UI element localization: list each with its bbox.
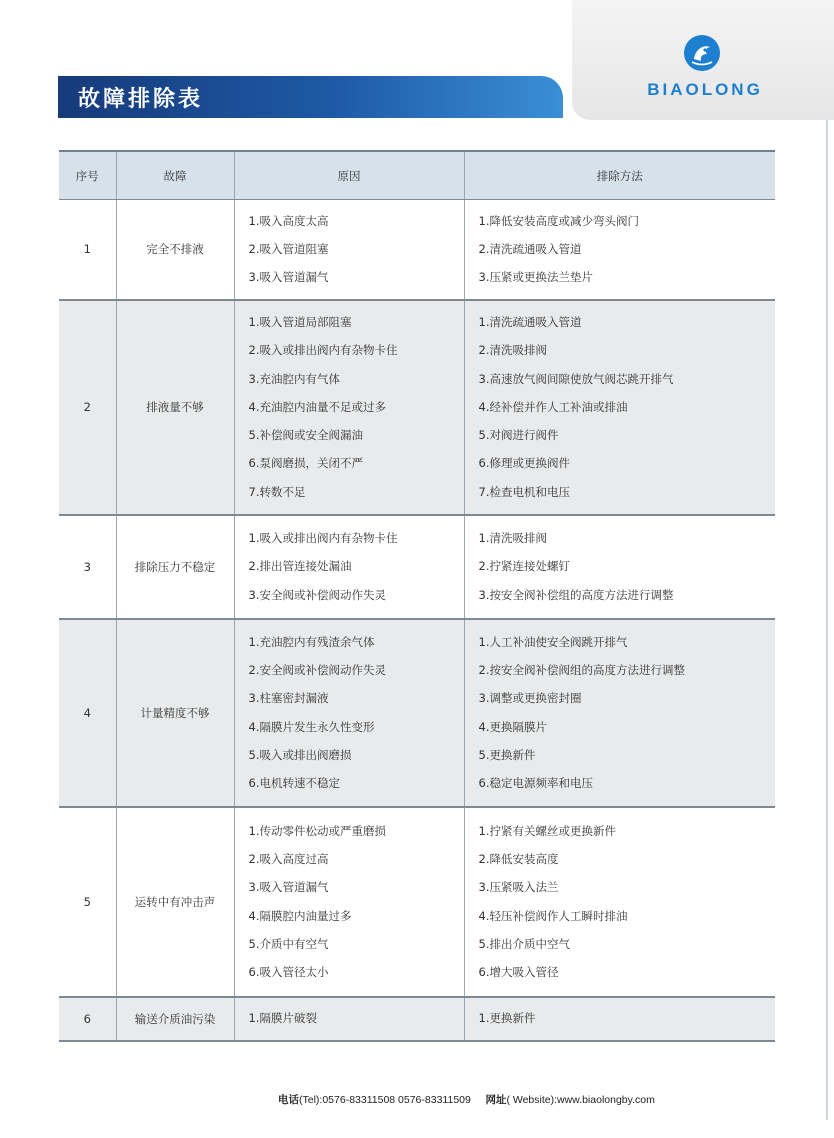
- row-number: 4: [59, 619, 116, 807]
- remedy-item: 7.检查电机和电压: [478, 484, 570, 499]
- fault-cell: 计量精度不够: [116, 619, 234, 807]
- remedy-item: 6.修理或更换阀件: [478, 456, 570, 471]
- remedy-item: 3.按安全阀补偿组的高度方法进行调整: [478, 587, 674, 602]
- remedy-item: 3.调整或更换密封圈: [478, 691, 582, 706]
- brand-logo: [620, 30, 790, 110]
- remedy-item: 2.拧紧连接处螺钉: [478, 559, 570, 574]
- remedy-item: 6.稳定电源频率和电压: [478, 775, 593, 790]
- fault-cell: 完全不排液: [116, 200, 234, 300]
- remedy-item: 1.拧紧有关螺丝或更换新件: [478, 823, 616, 838]
- cause-item: 6.泵阀磨损，关闭不严: [248, 456, 363, 471]
- cause-cell: [234, 807, 464, 997]
- remedy-cell: [464, 807, 775, 997]
- table-body: [59, 200, 775, 1041]
- brand-name: BIAOLONG: [647, 80, 763, 99]
- remedy-item: 5.更换新件: [478, 747, 536, 762]
- remedy-cell: [464, 300, 775, 515]
- title-banner: [58, 76, 563, 118]
- cause-item: 1.传动零件松动或严重磨损: [248, 823, 386, 838]
- cause-item: 3.吸入管道漏气: [248, 270, 329, 285]
- remedy-cell: [464, 997, 775, 1041]
- cause-item: 3.吸入管道漏气: [248, 880, 329, 895]
- cause-item: 5.吸入或排出阀磨损: [248, 747, 352, 762]
- cause-cell: [234, 997, 464, 1041]
- cause-item: 4.隔膜片发生永久性变形: [248, 719, 375, 734]
- row-number: 3: [59, 515, 116, 619]
- cause-item: 2.吸入或排出阀内有杂物卡住: [248, 343, 398, 358]
- tel-label: 电话: [278, 1094, 299, 1106]
- cause-item: 5.补偿阀或安全阀漏油: [248, 428, 363, 443]
- page-edge-line: [826, 120, 828, 1120]
- fault-cell: 排除压力不稳定: [116, 515, 234, 619]
- remedy-item: 3.压紧吸入法兰: [478, 880, 559, 895]
- table-row: [59, 200, 775, 300]
- column-header-no: 序号: [59, 151, 116, 200]
- fault-cell: 运转中有冲击声: [116, 807, 234, 997]
- cause-item: 3.充油腔内有气体: [248, 371, 340, 386]
- cause-item: 1.吸入或排出阀内有杂物卡住: [248, 531, 398, 546]
- cause-item: 5.介质中有空气: [248, 936, 329, 951]
- website-value: ( Website):www.biaolongby.com: [506, 1094, 655, 1106]
- remedy-item: 2.降低安装高度: [478, 852, 559, 867]
- remedy-item: 4.轻压补偿阀作人工瞬时排油: [478, 908, 628, 923]
- cause-item: 2.排出管连接处漏油: [248, 559, 352, 574]
- cause-item: 1.隔膜片破裂: [248, 1011, 317, 1026]
- remedy-item: 4.经补偿并作人工补油或排油: [478, 399, 628, 414]
- remedy-item: 5.对阀进行阀件: [478, 428, 559, 443]
- cause-item: 2.吸入管道阻塞: [248, 242, 329, 257]
- remedy-item: 5.排出介质中空气: [478, 936, 570, 951]
- fault-cell: 排液量不够: [116, 300, 234, 515]
- remedy-item: 3.高速放气阀间隙使放气阀芯跳开排气: [478, 371, 674, 386]
- remedy-item: 3.压紧或更换法兰垫片: [478, 270, 593, 285]
- remedy-item: 2.清洗疏通吸入管道: [478, 242, 582, 257]
- row-number: 5: [59, 807, 116, 997]
- remedy-item: 1.清洗疏通吸入管道: [478, 315, 582, 330]
- contact-footer: [278, 1092, 778, 1110]
- cause-item: 7.转数不足: [248, 484, 306, 499]
- remedy-cell: [464, 619, 775, 807]
- table-row: [59, 619, 775, 807]
- remedy-item: 1.人工补油使安全阀跳开排气: [478, 634, 628, 649]
- cause-item: 1.吸入高度太高: [248, 213, 329, 228]
- cause-item: 1.充油腔内有残渣余气体: [248, 634, 375, 649]
- cause-item: 4.隔膜腔内油量过多: [248, 908, 352, 923]
- remedy-item: 2.清洗吸排阀: [478, 343, 547, 358]
- cause-item: 3.安全阀或补偿阀动作失灵: [248, 587, 386, 602]
- column-header-remedy: 排除方法: [464, 151, 775, 200]
- table-row: [59, 515, 775, 619]
- fault-cell: 输送介质油污染: [116, 997, 234, 1041]
- column-header-cause: 原因: [234, 151, 464, 200]
- column-header-fault: 故障: [116, 151, 234, 200]
- cause-item: 4.充油腔内油量不足或过多: [248, 399, 386, 414]
- dragon-logo-icon: [683, 34, 721, 72]
- remedy-item: 2.按安全阀补偿阀组的高度方法进行调整: [478, 663, 685, 678]
- remedy-cell: [464, 200, 775, 300]
- row-number: 2: [59, 300, 116, 515]
- cause-cell: [234, 200, 464, 300]
- cause-cell: [234, 515, 464, 619]
- cause-item: 2.吸入高度过高: [248, 852, 329, 867]
- table-header-row: [59, 151, 775, 200]
- cause-item: 2.安全阀或补偿阀动作失灵: [248, 663, 386, 678]
- row-number: 6: [59, 997, 116, 1041]
- page-title: 故障排除表: [78, 86, 204, 112]
- table-row: [59, 997, 775, 1041]
- cause-cell: [234, 300, 464, 515]
- website-label: 网址: [485, 1094, 507, 1106]
- cause-item: 1.吸入管道局部阻塞: [248, 315, 352, 330]
- remedy-item: 1.更换新件: [478, 1011, 536, 1026]
- remedy-cell: [464, 515, 775, 619]
- remedy-item: 4.更换隔膜片: [478, 719, 547, 734]
- table-row: [59, 300, 775, 515]
- remedy-item: 1.降低安装高度或减少弯头阀门: [478, 213, 639, 228]
- tel-value: (Tel):0576-83311508 0576-83311509: [299, 1094, 471, 1106]
- row-number: 1: [59, 200, 116, 300]
- cause-item: 3.柱塞密封漏液: [248, 691, 329, 706]
- remedy-item: 1.清洗吸排阀: [478, 531, 547, 546]
- table-row: [59, 807, 775, 997]
- remedy-item: 6.增大吸入管径: [478, 964, 559, 979]
- cause-cell: [234, 619, 464, 807]
- cause-item: 6.电机转速不稳定: [248, 775, 340, 790]
- troubleshooting-table: [59, 150, 775, 1042]
- cause-item: 6.吸入管径太小: [248, 964, 329, 979]
